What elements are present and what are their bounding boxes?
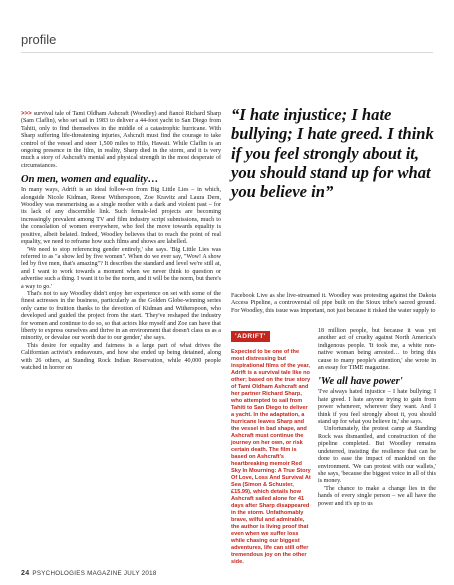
page-number: 24 [21,570,30,577]
col3-paragraph-3: Unfortunately, the protest camp at Standing Rock was dismantled, and construction of the pipeline completed. But Woodley remains undeterred, insisting the resilience that can be done to ease the impact of mankind on the environment. 'We can protest with our wallets,' she says, 'because the biggest voice in all of this is money. [318,426,436,485]
paragraph-2: 'We need to stop referencing gender entirely,' she says. 'Big Little Lies was referred to as "a show led by five women". When do we ever say, "Wow! A show led by five men, that's amazing"? It describes the standard and level we're still at, and I want to work towards a moment when we never think to question or advertise such a thing. I want it to be the norm, and it will be the norm, but there's a way to go.' [21,246,221,290]
continuation-arrows-icon: >>> [21,110,32,117]
column-left [21,110,221,372]
subhead-we-all-have-power: 'We all have power' [318,376,403,388]
col3-paragraph-1: 18 million people, but because it was yet another act of cruelty against North America's indigenous people. 'It took me, a white non-native woman being arrested… to bring this cause to many people's attention,' she wrote in an essay for TIME magazine. [318,328,436,372]
column-right-top [231,293,436,315]
footer-text: PSYCHOLOGIES MAGAZINE JULY 2018 [32,570,157,577]
header-divider [21,52,433,53]
paragraph-1: In many ways, Adrift is an ideal follow-on from Big Little Lies – in which, alongside Nicole Kidman, Reese Witherspoon, Zoe Kravitz and Laura Dern, Woodley was mesmerising as a single mother with a dark and violent past – for its lack of any discernible link. Such female-led projects are becoming increasingly prevalent among TV and film industry script submissions, much to the consolation of women everywhere, who feel the move towards equality is positive, albeit belated. Indeed, Woodley believes that to reach the point of real equality, we need to reframe how such films and shows are labelled. [21,187,221,246]
intro-paragraph [21,110,221,170]
column-right [318,328,436,508]
page-footer [21,570,157,577]
adrift-sidebar [231,325,311,566]
col3-paragraph-2: 'I've always hated injustice – I hate bullying; I hate greed. I hate anyone trying to gain from power whenever, wherever they want. And I think if you feel strongly about it, you should stand up for what you believe in,' she says. [318,389,436,426]
paragraph-3: That's not to say Woodley didn't enjoy her experience on set with some of the finest actresses in the business, particularly as the Golden Globe-winning series only came to fruition thanks to the devotion of Kidman and Witherspoon, who developed and guided the project from the start. 'They've reshaped the industry for women and continue to do so, so that actors like myself and Zoe can have that liberty to express ourselves and thrive in an environment that doesn't class us as a minority, or devalue our worth due to our gender,' she says. [21,290,221,342]
adrift-tag: 'ADRIFT' [231,331,270,342]
adrift-sidebar-text: Expected to be one of the most distressing but inspirational films of the year, Adrift is a survival tale like no other; based on the true story of Tami Oldham Ashcraft and her partner Richard Sharp, who attempted to sail from Tahiti to San Diego to deliver a yacht. In the adaptation, a hurricane leaves Sharp and the vessel in bad shape, and Ashcraft must continue the journey on her own, or risk certain death. The film is based on Ashcraft's heartbreaking memoir Red Sky In Mourning: A True Story Of Love, Loss And Survival At Sea (Simon & Schuster, £15.99), which details how Ashcraft sailed alone for 41 days after Sharp disappeared in the storm. Unfathomably brave, wilful and admirable, the author is living proof that even when we suffer loss while chasing our biggest adventures, life can still offer tremendous joy on the other side. [231,349,311,565]
pull-quote: “I hate injustice; I hate bullying; I hate greed. I think if you feel strongly about it, you should stand up for what you believe in” [231,105,434,202]
col3-paragraph-4: 'The chance to make a change lies in the hands of every single person – we all have the power and it's up to us [318,485,436,507]
subhead-men-women-equality: On men, women and equality… [21,174,159,186]
section-label: profile [21,32,57,47]
paragraph-4: This desire for equality and fairness is a large part of what drives the Californian activist's endeavours, and how she ended up being detained, along with 26 others, at Standing Rock Indian Reservation, while 40,000 people watched in horror on [21,342,221,371]
facebook-live-paragraph: Facebook Live as she live-streamed it. Woodley was protesting against the Dakota Access Pipeline, a controversial oil pipe built on the Sioux tribe's sacred ground. For Woodley, this issue was important, not just because it risked the water supply to [231,293,436,314]
intro-text: survival tale of Tami Oldham Ashcraft (Woodley) and fiancé Richard Sharp (Sam Claflin), who set sail in 1983 to deliver a 44-foot yacht to San Diego from Tahiti, only to find themselves in the middle of a catastrophic hurricane. With Sharp suffering life-threatening injuries, Ashcraft must find the courage to take control of the vessel and steer 1,500 miles to Hilo, Hawaii. While Claflin is an ongoing presence in the film, in reality, Sharp died in the storm, and it is very much a story of Ashcraft's mental and physical strength in the most desperate of circumstances. [21,111,221,169]
